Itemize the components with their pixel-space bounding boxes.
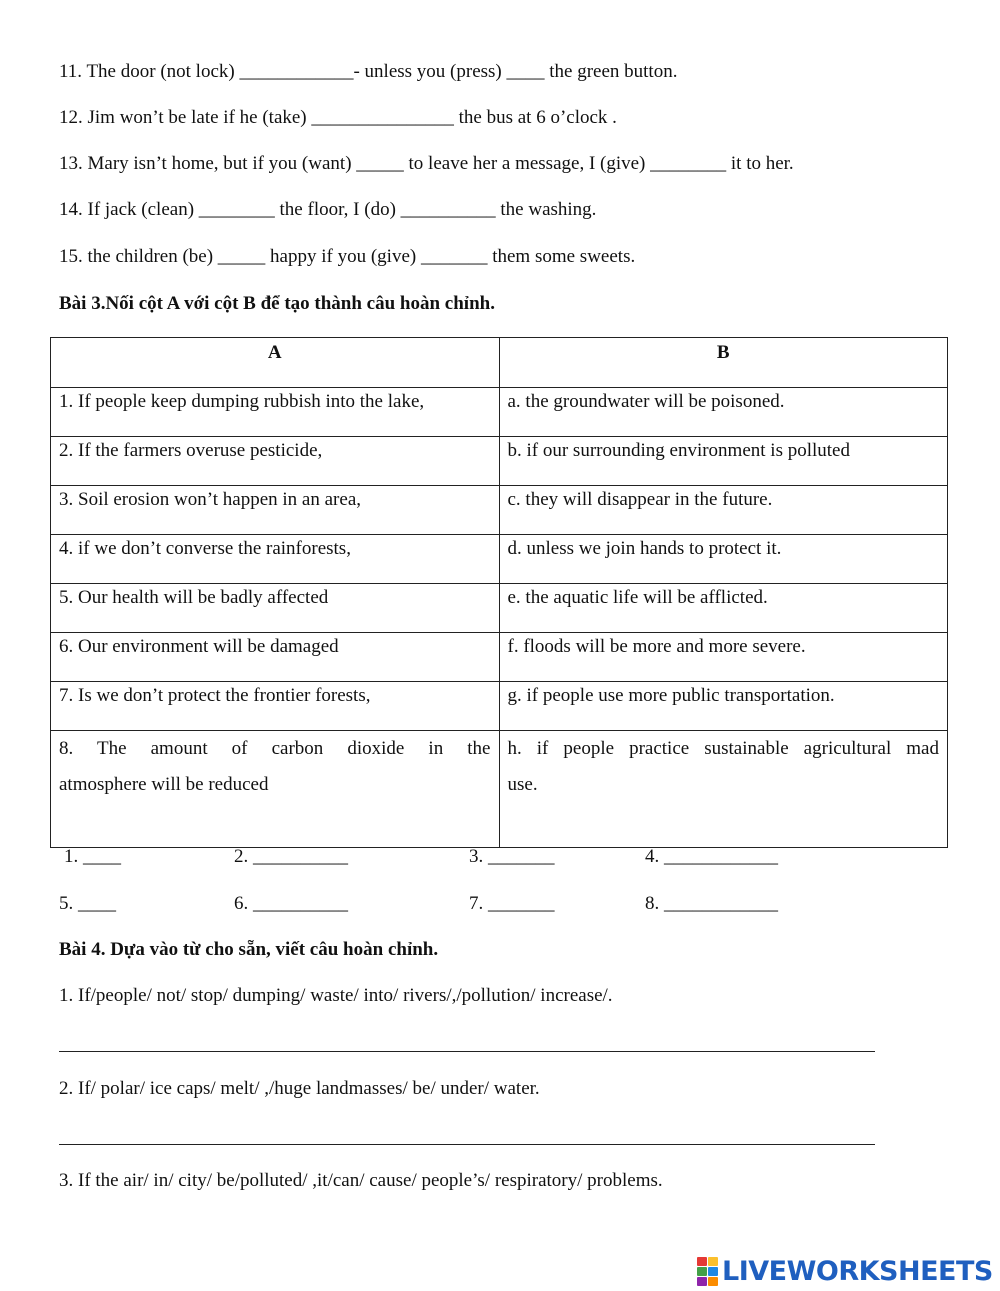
table-row	[51, 535, 948, 584]
column-b-cell: a. the groundwater will be poisoned.	[499, 388, 948, 437]
table-row	[51, 682, 948, 731]
logo-blocks-icon	[697, 1257, 718, 1286]
table-row	[51, 633, 948, 682]
column-b-cell: f. floods will be more and more severe.	[499, 633, 948, 682]
table-row	[51, 731, 948, 848]
answer-blank-4[interactable]: 4. ____________	[645, 846, 778, 867]
column-b-cell: d. unless we join hands to protect it.	[499, 535, 948, 584]
logo-block	[697, 1267, 707, 1276]
column-a-header: A	[51, 338, 500, 388]
answer-blank-7[interactable]: 7. _______	[469, 893, 555, 914]
logo-text: LIVEWORKSHEETS	[722, 1255, 993, 1287]
exercise4-item-1: 1. If/people/ not/ stop/ dumping/ waste/ into/ rivers/,/pollution/ increase/.	[59, 985, 613, 1006]
table-row	[51, 584, 948, 633]
exercise4-item-2: 2. If/ polar/ ice caps/ melt/ ,/huge landmasses/ be/ under/ water.	[59, 1078, 540, 1099]
exercise-item-13: 13. Mary isn’t home, but if you (want) _____ to leave her a message, I (give) ________ it to her.	[59, 153, 794, 174]
column-b-cell: b. if our surrounding environment is polluted	[499, 437, 948, 486]
exercise-item-15: 15. the children (be) _____ happy if you (give) _______ them some sweets.	[59, 246, 636, 267]
column-b-cell-line2: use.	[507, 774, 538, 795]
answer-blank-2[interactable]: 2. __________	[234, 846, 348, 867]
exercise-item-14: 14. If jack (clean) ________ the floor, I (do) __________ the washing.	[59, 199, 597, 220]
logo-block	[708, 1267, 718, 1276]
column-a-cell: 4. if we don’t converse the rainforests,	[51, 535, 500, 584]
exercise3-title: Bài 3.Nối cột A với cột B để tạo thành câu hoàn chỉnh.	[59, 293, 495, 314]
column-a-cell-line1: 8. The amount of carbon dioxide in the	[59, 738, 491, 759]
answer-blank-6[interactable]: 6. __________	[234, 893, 348, 914]
column-a-cell-line2: atmosphere will be reduced	[59, 774, 269, 795]
column-b-header: B	[499, 338, 948, 388]
logo-block	[697, 1257, 707, 1266]
column-a-cell: 6. Our environment will be damaged	[51, 633, 500, 682]
logo-block	[708, 1257, 718, 1266]
answer-line-1[interactable]	[59, 1051, 875, 1052]
column-a-cell	[51, 731, 500, 848]
table-header-row	[51, 338, 948, 388]
column-b-cell-line1: h. if people practice sustainable agricultural mad	[507, 738, 939, 759]
column-a-cell: 3. Soil erosion won’t happen in an area,	[51, 486, 500, 535]
answer-blank-1[interactable]: 1. ____	[64, 846, 121, 867]
answer-line-2[interactable]	[59, 1144, 875, 1145]
table-row	[51, 437, 948, 486]
column-b-cell	[499, 731, 948, 848]
table-row	[51, 486, 948, 535]
answer-blank-8[interactable]: 8. ____________	[645, 893, 778, 914]
answer-blank-3[interactable]: 3. _______	[469, 846, 555, 867]
column-a-cell: 7. Is we don’t protect the frontier forests,	[51, 682, 500, 731]
column-b-cell: c. they will disappear in the future.	[499, 486, 948, 535]
logo-block	[697, 1277, 707, 1286]
column-a-cell: 5. Our health will be badly affected	[51, 584, 500, 633]
column-b-cell: g. if people use more public transportation.	[499, 682, 948, 731]
exercise4-item-3: 3. If the air/ in/ city/ be/polluted/ ,it/can/ cause/ people’s/ respiratory/ problems.	[59, 1170, 663, 1191]
answer-blank-5[interactable]: 5. ____	[59, 893, 116, 914]
table-row	[51, 388, 948, 437]
liveworksheets-logo	[697, 1256, 993, 1286]
exercise-item-12: 12. Jim won’t be late if he (take) _______________ the bus at 6 o’clock .	[59, 107, 617, 128]
exercise4-title: Bài 4. Dựa vào từ cho sẵn, viết câu hoàn chỉnh.	[59, 939, 439, 960]
column-b-cell: e. the aquatic life will be afflicted.	[499, 584, 948, 633]
matching-table	[50, 337, 948, 848]
logo-block	[708, 1277, 718, 1286]
exercise-item-11: 11. The door (not lock) ____________- unless you (press) ____ the green button.	[59, 61, 678, 82]
column-a-cell: 2. If the farmers overuse pesticide,	[51, 437, 500, 486]
column-a-cell: 1. If people keep dumping rubbish into the lake,	[51, 388, 500, 437]
